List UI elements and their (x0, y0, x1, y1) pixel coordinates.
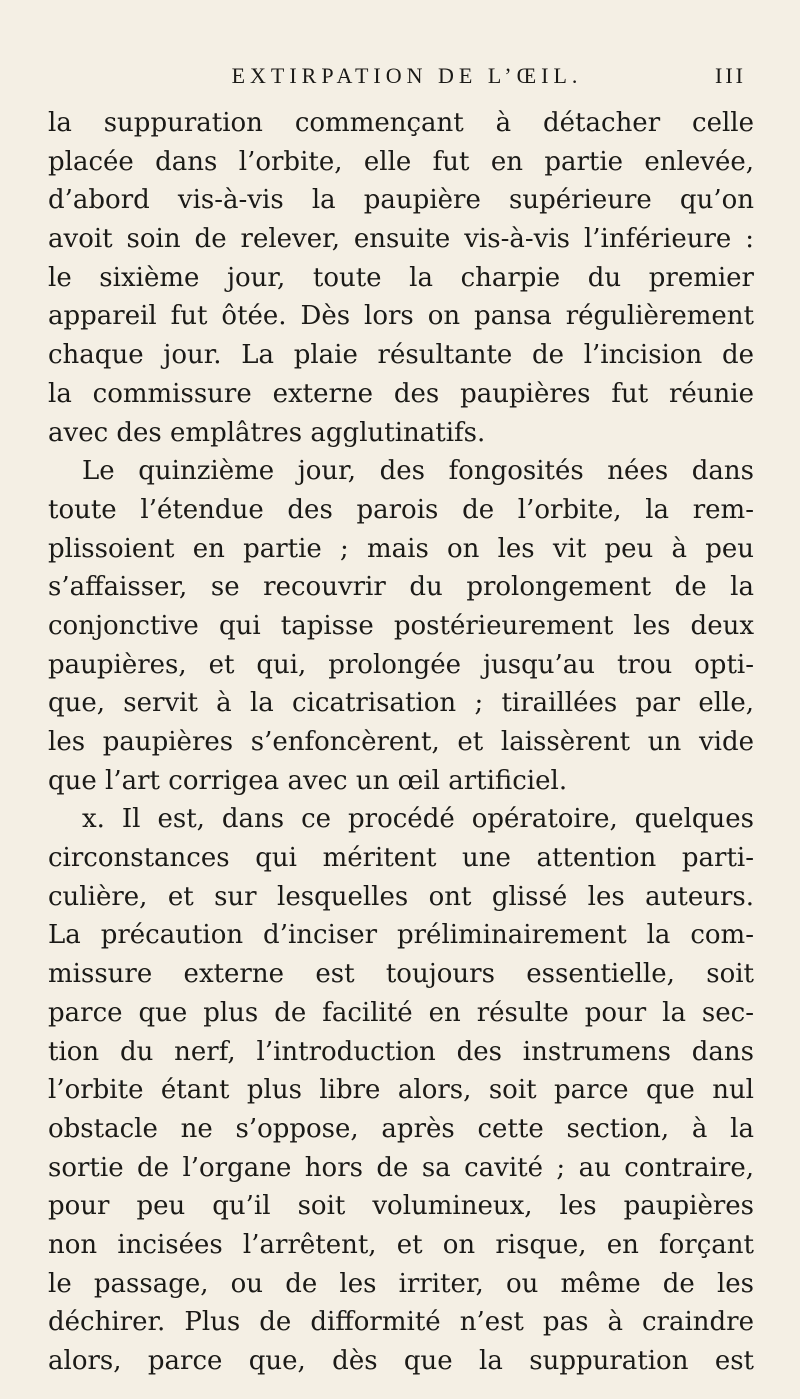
text-line: l’orbite étant plus libre alors, soit parce que nul (48, 1075, 754, 1106)
text-line: la suppuration commençant à détacher celle (48, 108, 754, 138)
text-line: conjonctive qui tapisse postérieurement les deux (48, 610, 754, 641)
text-line: obstacle ne s’oppose, après cette section, à la (48, 1113, 754, 1144)
text-line: la commissure externe des paupières fut réunie (48, 378, 754, 409)
text-line: paupières, et qui, prolongée jusqu’au trou opti- (48, 649, 754, 680)
text-line: x. Il est, dans ce procédé opératoire, quelques (82, 804, 754, 835)
text-line: Le quinzième jour, des fongosités nées dans (82, 456, 754, 487)
text-line: chaque jour. La plaie résultante de l’incision de (48, 340, 754, 371)
text-line: non incisées l’arrêtent, et on risque, en forçant (48, 1229, 754, 1260)
body-text (48, 104, 754, 1381)
text-line: missure externe est toujours essentielle, soit (48, 959, 754, 990)
text-line: les paupières s’enfoncèrent, et laissèrent un vide (48, 727, 754, 757)
text-line: parce que plus de facilité en résulte pour la sec- (48, 997, 754, 1028)
text-line: culière, et sur lesquelles ont glissé les auteurs. (48, 881, 754, 912)
text-line: le sixième jour, toute la charpie du premier (48, 262, 754, 293)
running-head (64, 62, 750, 102)
text-line: plissoient en partie ; mais on les vit peu à peu (48, 533, 754, 564)
text-line: tion du nerf, l’introduction des instrumens dans (48, 1036, 754, 1067)
text-line: que l’art corrigea avec un œil artificiel. (48, 765, 568, 796)
text-line: avec des emplâtres agglutinatifs. (48, 417, 486, 448)
text-line: La précaution d’inciser préliminairement la com- (48, 920, 754, 951)
text-line: sortie de l’organe hors de sa cavité ; au contraire, (48, 1152, 754, 1183)
text-line: le passage, ou de les irriter, ou même de les (48, 1268, 754, 1299)
page-number: III (715, 63, 746, 88)
text-line: placée dans l’orbite, elle fut en partie enlevée, (48, 146, 754, 177)
text-line: toute l’étendue des parois de l’orbite, la rem- (48, 494, 754, 525)
text-line: d’abord vis-à-vis la paupière supérieure qu’on (48, 185, 754, 216)
text-line: s’affaisser, se recouvrir du prolongement de la (48, 572, 754, 603)
text-line: alors, parce que, dès que la suppuration est (48, 1346, 754, 1376)
text-line: déchirer. Plus de difformité n’est pas à craindre (48, 1307, 754, 1338)
text-line: pour peu qu’il soit volumineux, les paupières (48, 1191, 754, 1222)
text-line: avoit soin de relever, ensuite vis-à-vis l’inférieure : (48, 224, 754, 255)
text-line: appareil fut ôtée. Dès lors on pansa régulièrement (48, 301, 754, 332)
text-line: circonstances qui méritent une attention parti- (48, 843, 754, 874)
text-line: que, servit à la cicatrisation ; tiraillées par elle, (48, 688, 754, 719)
running-title: EXTIRPATION DE L’ŒIL. (231, 63, 583, 88)
